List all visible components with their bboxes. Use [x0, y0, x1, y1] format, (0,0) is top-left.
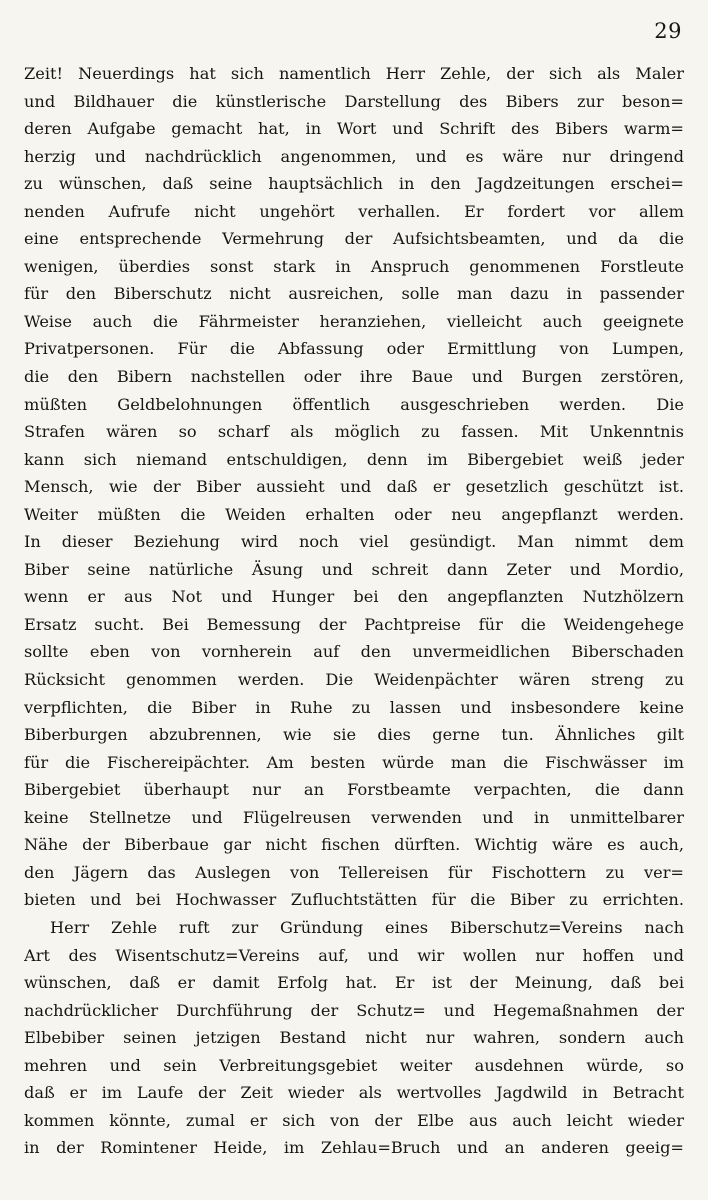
text-line: Weiter müßten die Weiden erhalten oder neu angepflanzt werden.: [24, 504, 684, 524]
text-line: Art des Wisentschutz=Vereins auf, und wir wollen nur hoffen und: [24, 945, 684, 965]
text-line: wenn er aus Not und Hunger bei den angepflanzten Nutzhölzern: [24, 587, 684, 607]
text-line: verpflichten, die Biber in Ruhe zu lassen und insbesondere keine: [24, 697, 684, 717]
text-line: und Bildhauer die künstlerische Darstellung des Bibers zur beson=: [24, 91, 684, 111]
text-line: für den Biberschutz nicht ausreichen, solle man dazu in passender: [24, 284, 684, 304]
body-text: [24, 60, 684, 1162]
text-line: Strafen wären so scharf als möglich zu fassen. Mit Unkenntnis: [24, 422, 684, 442]
text-line: Weise auch die Fährmeister heranziehen, vielleicht auch geeignete: [24, 311, 684, 331]
text-line: Zeit! Neuerdings hat sich namentlich Herr Zehle, der sich als Maler: [24, 64, 684, 83]
text-line: den Jägern das Auslegen von Tellereisen für Fischottern zu ver=: [24, 862, 684, 882]
text-line: bieten und bei Hochwasser Zufluchtstätten für die Biber zu errichten.: [24, 890, 684, 910]
text-line: nenden Aufrufe nicht ungehört verhallen. Er fordert vor allem: [24, 201, 684, 221]
text-line: Bibergebiet überhaupt nur an Forstbeamte verpachten, die dann: [24, 780, 684, 800]
text-line: eine entsprechende Vermehrung der Aufsichtsbeamten, und da die: [24, 229, 684, 249]
text-line: mehren und sein Verbreitungsgebiet weiter ausdehnen würde, so: [24, 1055, 684, 1075]
text-line: sollte eben von vornherein auf den unvermeidlichen Biberschaden: [24, 642, 684, 662]
text-line: die den Bibern nachstellen oder ihre Baue und Burgen zerstören,: [24, 367, 684, 387]
text-line: Nähe der Biberbaue gar nicht fischen dürften. Wichtig wäre es auch,: [24, 835, 684, 855]
text-line: zu wünschen, daß seine hauptsächlich in den Jagdzeitungen erschei=: [24, 174, 684, 194]
text-line: müßten Geldbelohnungen öffentlich ausgeschrieben werden. Die: [24, 394, 684, 414]
text-line: Biber seine natürliche Äsung und schreit dann Zeter und Mordio,: [24, 559, 684, 579]
text-line: daß er im Laufe der Zeit wieder als wertvolles Jagdwild in Betracht: [24, 1083, 684, 1103]
paragraph-start-line: Herr Zehle ruft zur Gründung eines Biberschutz=Vereins nach: [50, 917, 684, 937]
text-line: in der Romintener Heide, im Zehlau=Bruch und an anderen geeig=: [24, 1138, 684, 1158]
text-line: wenigen, überdies sonst stark in Anspruch genommenen Forstleute: [24, 256, 684, 276]
text-line: Elbebiber seinen jetzigen Bestand nicht nur wahren, sondern auch: [24, 1028, 684, 1048]
text-line: Mensch, wie der Biber aussieht und daß er gesetzlich geschützt ist.: [24, 477, 684, 497]
text-line: Privatpersonen. Für die Abfassung oder Ermittlung von Lumpen,: [24, 339, 684, 359]
text-line: wünschen, daß er damit Erfolg hat. Er ist der Meinung, daß bei: [24, 973, 684, 993]
text-line: Biberburgen abzubrennen, wie sie dies gerne tun. Ähnliches gilt: [24, 725, 684, 745]
text-line: kommen könnte, zumal er sich von der Elbe aus auch leicht wieder: [24, 1110, 684, 1130]
text-line: keine Stellnetze und Flügelreusen verwenden und in unmittelbarer: [24, 807, 684, 827]
text-line: In dieser Beziehung wird noch viel gesündigt. Man nimmt dem: [24, 532, 684, 552]
page-number: 29: [654, 19, 682, 43]
text-line: deren Aufgabe gemacht hat, in Wort und Schrift des Bibers warm=: [24, 119, 684, 139]
text-line: für die Fischereipächter. Am besten würde man die Fischwässer im: [24, 752, 684, 772]
text-line: kann sich niemand entschuldigen, denn im Bibergebiet weiß jeder: [24, 449, 684, 469]
text-line: Rücksicht genommen werden. Die Weidenpächter wären streng zu: [24, 670, 684, 690]
text-line: nachdrücklicher Durchführung der Schutz= und Hegemaßnahmen der: [24, 1000, 684, 1020]
text-line: herzig und nachdrücklich angenommen, und es wäre nur dringend: [24, 146, 684, 166]
text-line: Ersatz sucht. Bei Bemessung der Pachtpreise für die Weidengehege: [24, 614, 684, 634]
